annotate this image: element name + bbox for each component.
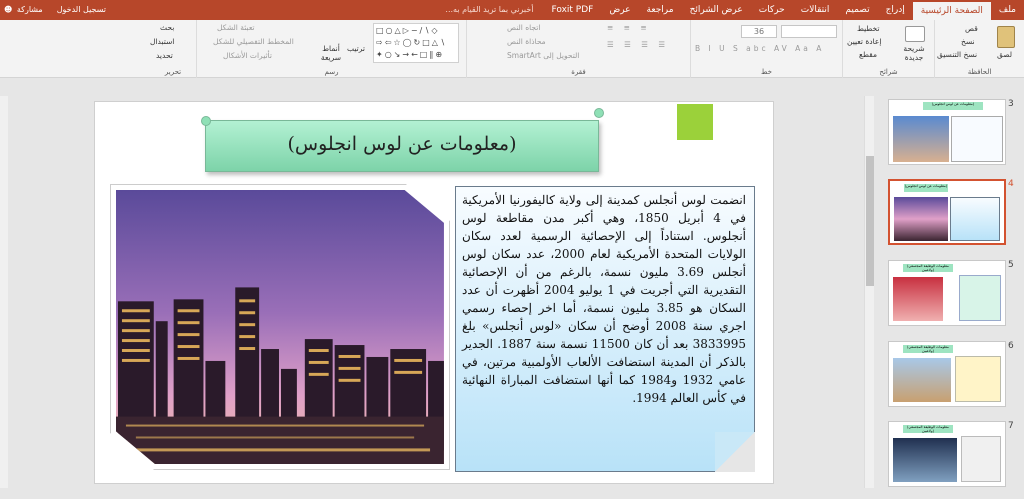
signin-link[interactable]: تسجيل الدخول — [56, 5, 107, 14]
slide-number-3: 3 — [1008, 99, 1014, 109]
layout-button[interactable]: تخطيط — [857, 24, 880, 33]
thumb-photo — [893, 438, 957, 482]
banner-curl-left — [201, 116, 211, 126]
paragraph-group-label: فقرة — [571, 68, 586, 76]
copy-button[interactable]: نسخ — [961, 37, 975, 46]
person-icon: ☻ — [4, 5, 13, 14]
thumb-photo — [893, 277, 943, 321]
font-format-buttons[interactable]: B I U S abc AV Aa A — [695, 44, 825, 53]
select-button[interactable]: تحديد — [156, 51, 173, 60]
align-text-button[interactable]: محاذاة النص — [507, 37, 546, 46]
tab-transitions[interactable]: انتقالات — [800, 5, 830, 15]
slide-number-4: 4 — [1008, 179, 1014, 189]
text-direction-button[interactable]: اتجاه النص — [507, 23, 541, 32]
slide-canvas[interactable] — [94, 101, 774, 484]
slide-title[interactable]: (معلومات عن لوس انجلوس) — [287, 133, 517, 155]
slide-scrollbar[interactable] — [864, 96, 874, 488]
thumb-text — [950, 197, 1000, 241]
tab-foxit-pdf[interactable]: Foxit PDF — [551, 5, 594, 15]
ribbon-tab-bar — [0, 0, 1024, 20]
tab-view[interactable]: عرض — [609, 5, 631, 15]
thumb-photo — [893, 116, 949, 162]
thumb-title: (معلومات عن لوس انجلوس) — [904, 184, 948, 192]
city-photo-frame[interactable] — [110, 184, 450, 470]
find-button[interactable]: بحث — [160, 23, 175, 32]
tab-design[interactable]: تصميم — [845, 5, 870, 15]
thumb-text — [955, 356, 1001, 402]
shape-effects-button[interactable]: تأثيرات الأشكال — [223, 51, 272, 60]
paste-button[interactable]: لصق — [997, 50, 1013, 59]
thumb-text — [959, 275, 1001, 321]
banner-curl-right — [594, 108, 604, 118]
thumb-photo — [894, 197, 948, 241]
editing-group-label: تحرير — [164, 68, 182, 76]
share-button[interactable] — [4, 0, 43, 20]
slide-number-7: 7 — [1008, 421, 1014, 431]
thumb-text — [951, 116, 1003, 162]
font-name-combo[interactable] — [781, 25, 837, 38]
tab-slideshow[interactable]: عرض الشرائح — [689, 5, 743, 15]
slide-thumbnail-4[interactable] — [888, 179, 1006, 245]
page-fold-corner — [715, 432, 755, 472]
slide-number-6: 6 — [1008, 341, 1014, 351]
tab-animations[interactable]: حركات — [758, 5, 785, 15]
slide-thumbnail-6[interactable] — [888, 341, 1006, 407]
ribbon-tabs — [435, 0, 1024, 20]
green-decor-rect[interactable] — [677, 104, 713, 140]
tab-home[interactable]: الصفحة الرئيسية — [913, 2, 991, 20]
slide-body-text[interactable]: انضمت لوس أنجلس كمدينة إلى ولاية كاليفورنيا الأمريكية في 4 أبريل 1850، وهي أكبر مدن مقاطعة لوس أنجلوس. استناداً إلى الإحصائية الرسمية لعدد سكان الولايات المتحدة الأمريكية لعام 2000، عدد سكان لوس أنجلس 3.69 مليون نسمة، بالرغم من أن الإحصائية التقديرية التي أجريت في 1 يوليو 2004 أظهرت أن عدد السكان هو 3.85 مليون نسمة، أما اخر إحصاء رسمي اجري سنة 2008 أوضح أن سكان «لوس أنجلس» بلغ 3833995 بعد أن كان 11500 نسمة سنة 1887. الجدير بالذكر أن المدينة استضافت الألعاب الأولمبية مرتين، في عامي 1932 و1984 كما أنها استضافت المباراة النهائية في كأس العالم 1994. — [462, 193, 747, 405]
tab-review[interactable]: مراجعة — [646, 5, 674, 15]
align-buttons[interactable]: ☰ ☰ ☰ ☰ — [607, 40, 670, 49]
clipboard-group — [934, 20, 1024, 78]
quick-styles-button[interactable]: أنماط سريعة — [320, 44, 342, 62]
slide-thumbnail-5[interactable] — [888, 260, 1006, 326]
section-button[interactable]: مقطع — [859, 50, 877, 59]
replace-button[interactable]: استبدال — [150, 37, 175, 46]
new-slide-button[interactable]: شريحة جديدة — [903, 44, 925, 62]
font-group — [690, 20, 842, 78]
clipboard-group-label: الحافظة — [967, 68, 992, 76]
slides-group — [842, 20, 934, 78]
reset-button[interactable]: إعادة تعيين — [847, 37, 882, 46]
ribbon — [0, 20, 1024, 78]
smartart-button[interactable]: التحويل إلى SmartArt — [507, 51, 580, 60]
slide-number-5: 5 — [1008, 260, 1014, 270]
tab-file[interactable]: ملف — [998, 5, 1016, 15]
slides-group-label: شرائح — [879, 68, 898, 76]
los-angeles-skyline-photo — [116, 190, 444, 464]
share-label: مشاركة — [16, 5, 43, 14]
shapes-gallery[interactable]: □○△▷−∕∖◇ ⇨⇦☆◯↻□△∖ ✦○↘→←□∥⊕ — [373, 23, 459, 63]
tell-me-box[interactable]: أخبرني بما تريد القيام به... — [445, 5, 534, 14]
paragraph-group — [466, 20, 690, 78]
drawing-group — [196, 20, 466, 78]
thumb-photo — [893, 358, 951, 402]
thumb-title: (معلومات الوظيفة المجتمعي ولاعبين) — [903, 345, 953, 353]
thumb-title: (معلومات الوظيفة المجتمعي ولاعبين) — [903, 264, 953, 272]
thumb-title: (معلومات الوظيفة المجتمعي ولاعبين) — [903, 425, 953, 433]
thumb-text — [961, 436, 1001, 482]
tab-insert[interactable]: إدراج — [885, 5, 905, 15]
shape-outline-button[interactable]: المخطط التفصيلي للشكل — [213, 37, 294, 46]
format-painter-button[interactable]: نسخ التنسيق — [937, 50, 978, 59]
paste-icon[interactable] — [997, 26, 1015, 48]
cut-button[interactable]: قص — [965, 24, 978, 33]
title-banner[interactable] — [205, 120, 599, 172]
info-textbox[interactable] — [455, 186, 755, 472]
new-slide-icon[interactable] — [905, 26, 925, 42]
drawing-group-label: رسم — [324, 68, 339, 76]
arrange-button[interactable]: ترتيب — [347, 44, 365, 53]
font-group-label: خط — [761, 68, 772, 76]
font-size-combo[interactable]: 36 — [741, 25, 777, 38]
slides-thumbnail-panel — [878, 79, 1024, 499]
shape-fill-button[interactable]: تعبئة الشكل — [217, 23, 255, 32]
thumb-title: (معلومات عن لوس انجلوس) — [923, 102, 983, 110]
editing-group — [150, 20, 196, 78]
bullet-buttons[interactable]: ≡ ≡ ≡ — [607, 23, 651, 32]
slide-thumbnail-3[interactable] — [888, 99, 1006, 165]
left-scrollbar[interactable] — [0, 96, 8, 488]
slide-thumbnail-7[interactable] — [888, 421, 1006, 487]
scrollbar-thumb[interactable] — [866, 156, 874, 286]
